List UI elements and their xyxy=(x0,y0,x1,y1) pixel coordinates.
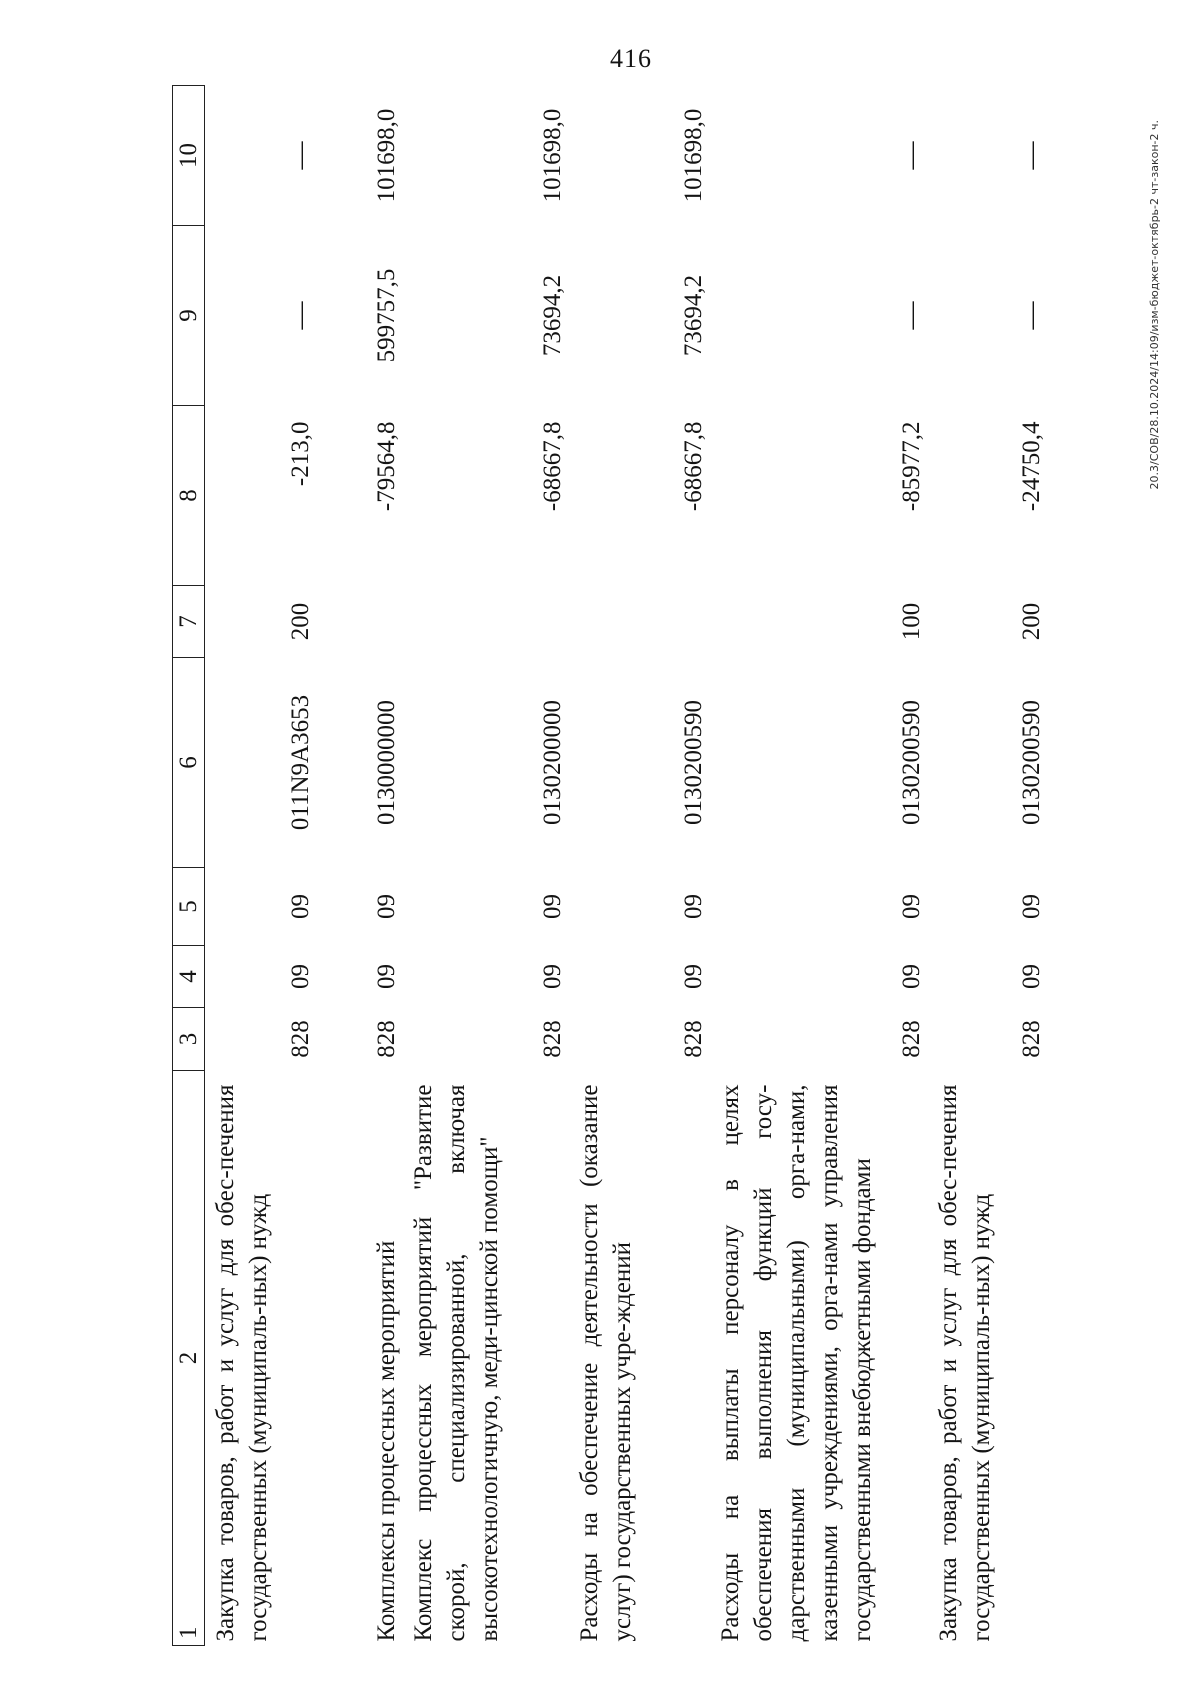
row-c9: 73694,2 xyxy=(679,274,707,357)
row-c10: 101698,0 xyxy=(538,108,566,203)
row-c7 xyxy=(317,586,403,658)
row-c5: 09 xyxy=(897,894,925,919)
row-c7: 200 xyxy=(1017,602,1045,641)
row-c4: 09 xyxy=(286,964,314,989)
header-cell-10: 10 xyxy=(173,86,205,226)
budget-table-rotated xyxy=(172,86,1132,1646)
table-row xyxy=(928,86,1048,1646)
table-row xyxy=(569,86,710,1646)
row-c10: 101698,0 xyxy=(372,108,400,203)
header-cell-7: 7 xyxy=(173,586,205,658)
row-name: Закупка товаров, работ и услуг для обес-печения государственных (муниципаль-ных) нужд xyxy=(934,1084,995,1642)
row-c9: 599757,5 xyxy=(372,268,400,363)
row-c8: -68667,8 xyxy=(679,421,707,512)
row-c10: 101698,0 xyxy=(679,108,707,203)
page-number: 416 xyxy=(610,44,652,73)
row-c10: — xyxy=(284,141,316,170)
table-row xyxy=(205,86,317,1646)
row-c3: 828 xyxy=(1017,1020,1045,1058)
header-cell-9: 9 xyxy=(173,226,205,406)
row-c5: 09 xyxy=(679,894,707,919)
row-c6: 0130000000 xyxy=(372,700,400,825)
row-c3: 828 xyxy=(286,1020,314,1058)
row-c8: -85977,2 xyxy=(897,421,925,512)
row-c4: 09 xyxy=(1017,964,1045,989)
header-cell-3: 3 xyxy=(173,1008,205,1071)
row-c6: 0130200590 xyxy=(897,700,925,825)
row-c9: — xyxy=(895,301,927,330)
table-header-row: 1 2 3 4 5 6 7 8 9 10 xyxy=(173,86,205,1646)
row-name: Расходы на выплаты персоналу в целях обеспечения выполнения функций госу-дарственными (муниципальными) орга-нами, казенными учреждениями, орга-нами управления государственными внебюджетными фондами xyxy=(716,1084,876,1642)
row-c5: 09 xyxy=(1017,894,1045,919)
row-name: Комплексы процессных мероприятий xyxy=(372,1240,400,1642)
row-c6: 0130200590 xyxy=(1017,700,1045,825)
table-row xyxy=(403,86,569,1646)
row-name: Закупка товаров, работ и услуг для обес-печения государственных (муниципаль-ных) нужд xyxy=(212,1084,272,1642)
row-c4: 09 xyxy=(538,964,566,989)
row-c3: 828 xyxy=(897,1020,925,1058)
row-c3: 828 xyxy=(679,1020,707,1058)
row-c7: 200 xyxy=(286,602,314,641)
table-row xyxy=(710,86,928,1646)
row-c5: 09 xyxy=(286,894,314,919)
row-c5: 09 xyxy=(538,894,566,919)
row-c9: 73694,2 xyxy=(538,274,566,357)
row-c10: — xyxy=(895,141,927,170)
row-c4: 09 xyxy=(679,964,707,989)
row-c4: 09 xyxy=(372,964,400,989)
row-c7: 100 xyxy=(897,602,925,641)
row-c10: — xyxy=(1015,141,1047,170)
row-c8: -79564,8 xyxy=(372,421,400,512)
row-c5: 09 xyxy=(372,894,400,919)
row-c4: 09 xyxy=(897,964,925,989)
header-cell-4: 4 xyxy=(173,946,205,1008)
header-cell-2: 2 xyxy=(173,1071,205,1646)
row-c7 xyxy=(569,586,710,658)
budget-table xyxy=(172,85,1048,1646)
row-c9: — xyxy=(284,301,316,330)
row-c6: 011N9A3653 xyxy=(286,694,314,831)
row-c3: 828 xyxy=(538,1020,566,1058)
table-row xyxy=(317,86,403,1646)
row-c6: 0130200000 xyxy=(538,700,566,825)
header-cell-5: 5 xyxy=(173,868,205,946)
row-c8: -24750,4 xyxy=(1017,421,1045,512)
row-name: Комплекс процессных мероприятий "Развитие скорой, специализированной, включая высокотехнологичную, меди-цинской помощи" xyxy=(409,1084,503,1642)
header-cell-8: 8 xyxy=(173,406,205,586)
row-c6: 0130200590 xyxy=(679,700,707,825)
row-name: Расходы на обеспечение деятельности (оказание услуг) государственных учре-ждений xyxy=(575,1084,636,1642)
row-c3: 828 xyxy=(372,1020,400,1058)
footer-note: 20.3/СОВ/28.10.2024/14:09/изм-бюджет-октябрь-2 чт-закон-2 ч. xyxy=(1148,120,1161,490)
row-c8: -213,0 xyxy=(286,421,314,487)
row-c9: — xyxy=(1015,301,1047,330)
row-c7 xyxy=(403,586,569,658)
row-c8: -68667,8 xyxy=(538,421,566,512)
header-cell-6: 6 xyxy=(173,658,205,868)
